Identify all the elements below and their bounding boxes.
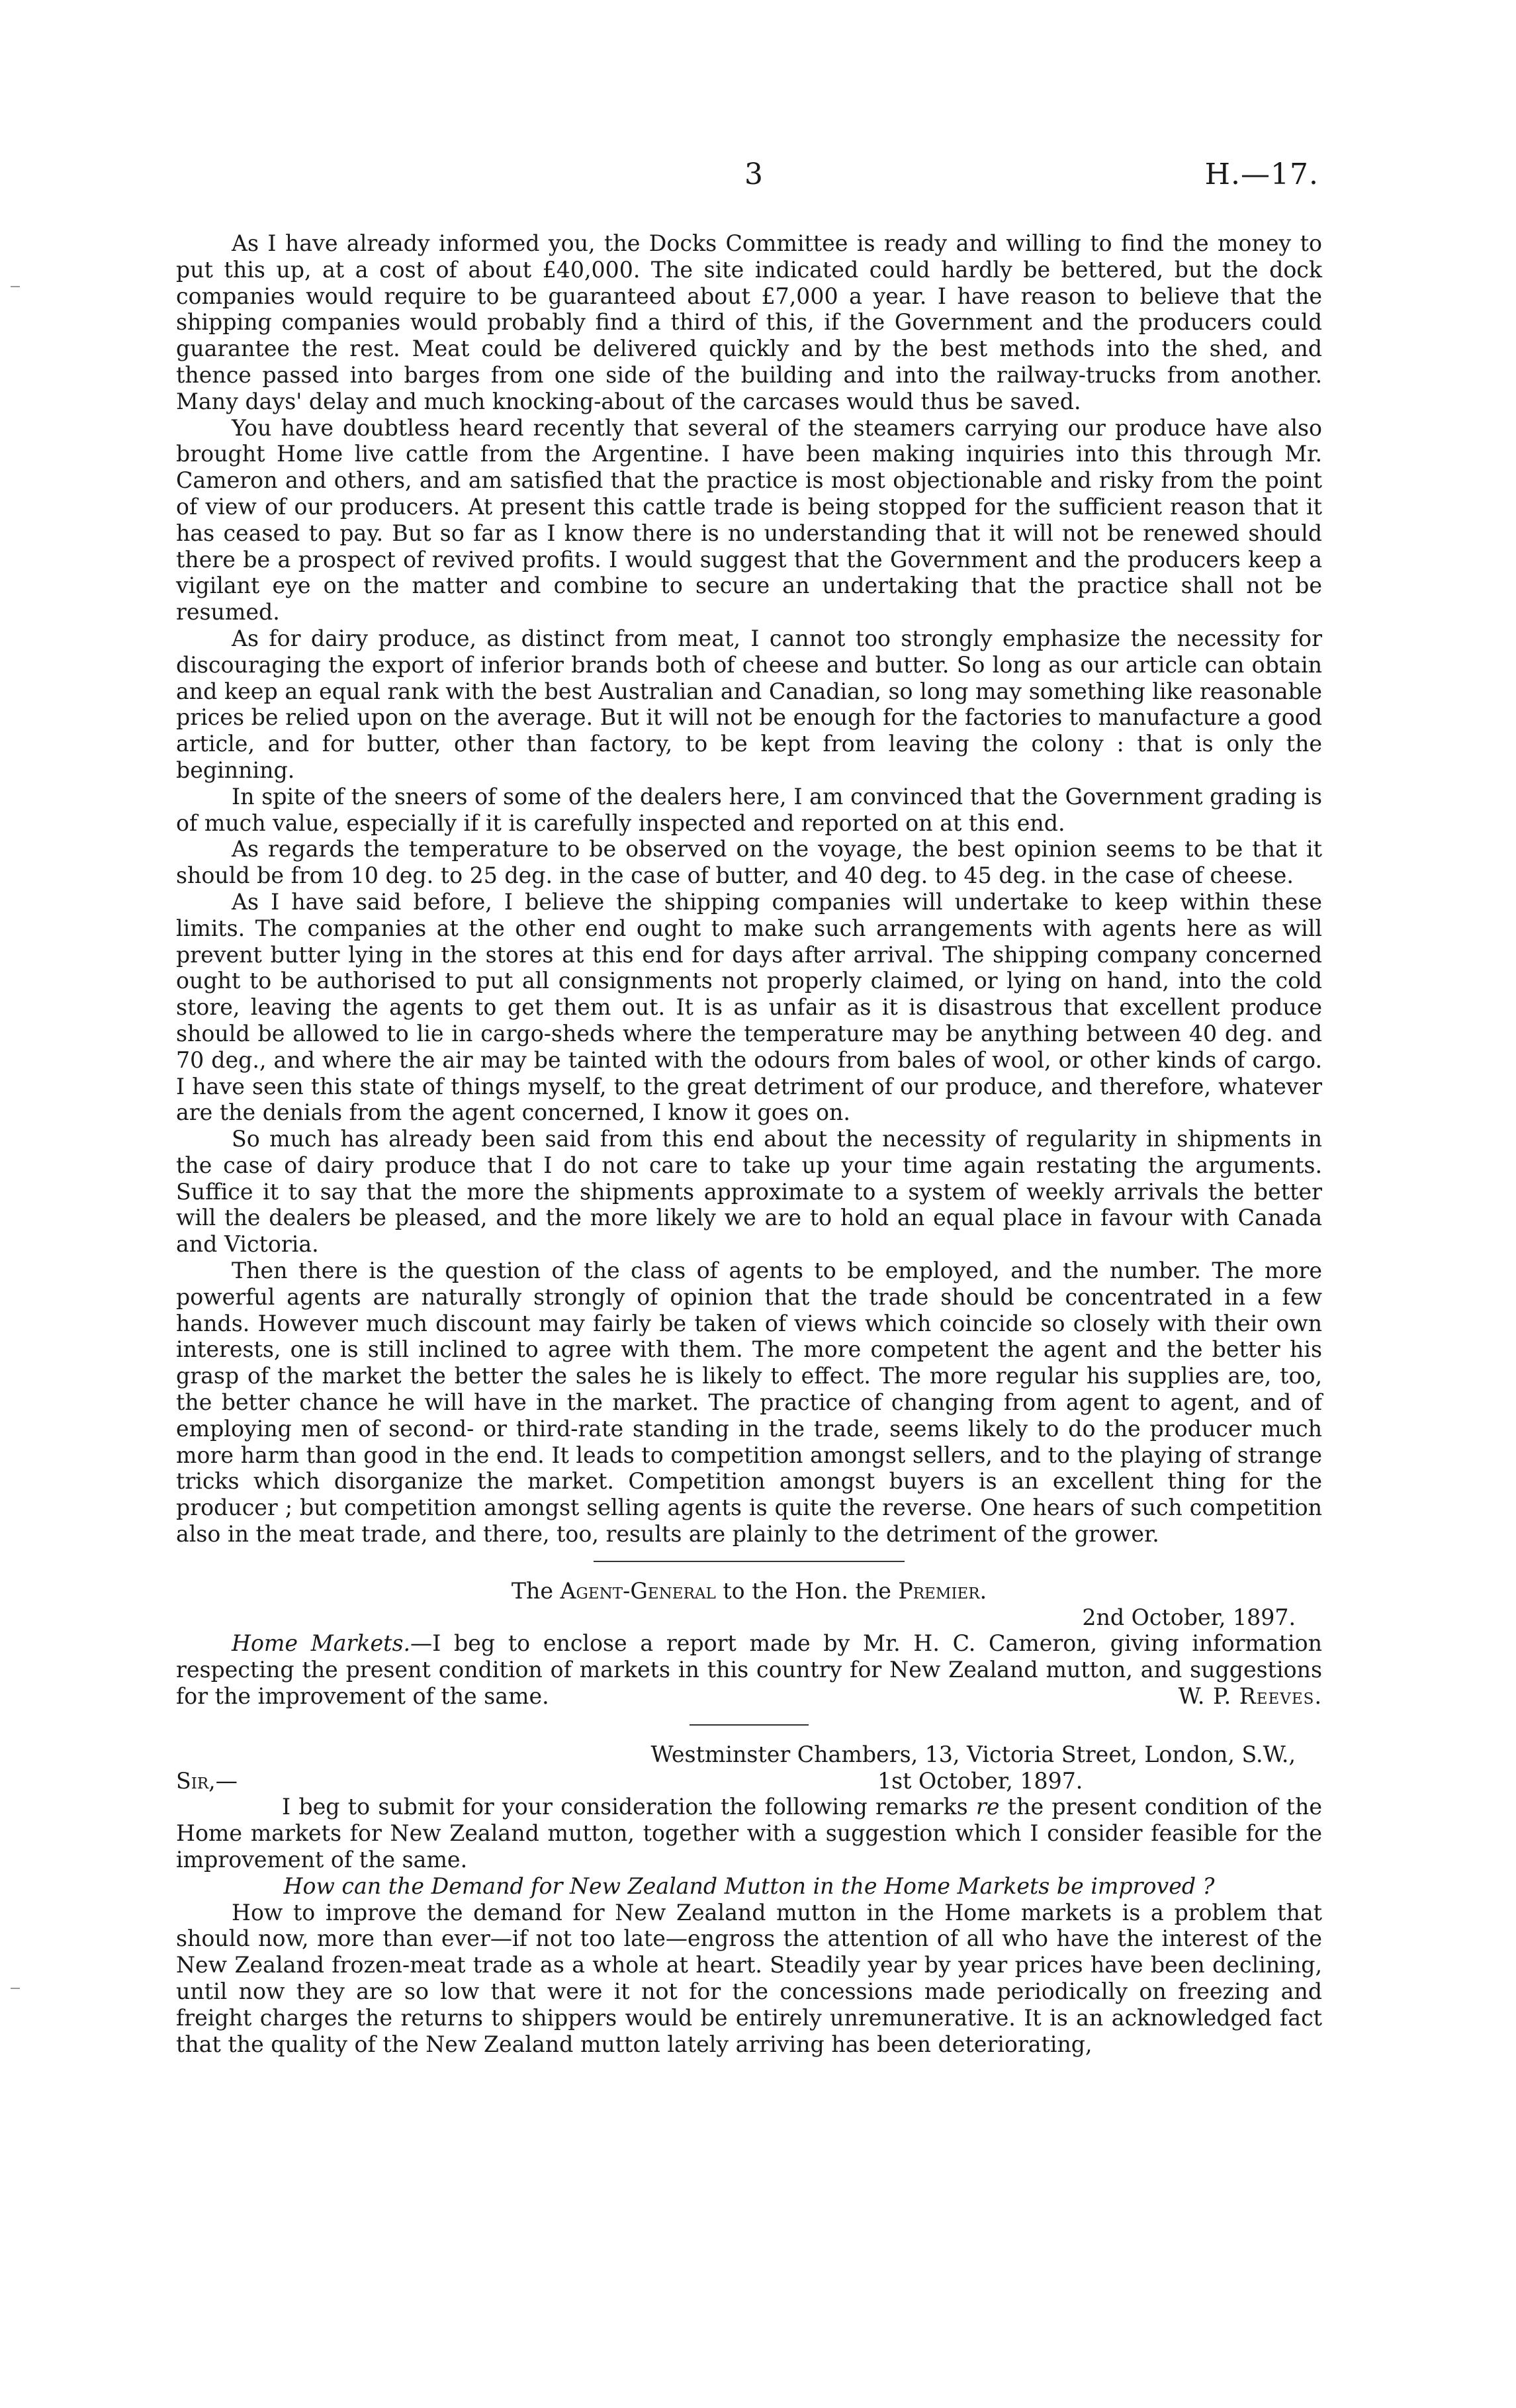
salutation: Sir,— (176, 1767, 238, 1794)
section-heading: How can the Demand for New Zealand Mutton in the Home Markets be improved ? (283, 1873, 1215, 1899)
paragraph: So much has already been said from this end about the necessity of regularity in shipments in the case of dairy produce that I do not care to take up your time again restating the arguments. Suffice it to say that the more the shipments approximate to a system of weekly arrivals the better will the dealers be pleased, and the more likely we are to hold an equal place in favour with Canada and Victoria. (176, 1126, 1322, 1258)
paragraph: In spite of the sneers of some of the dealers here, I am convinced that the Government grading is of much value, especially if it is carefully inspected and reported on at this end. (176, 783, 1322, 836)
letter-date: 2nd October, 1897. (1082, 1604, 1296, 1630)
heading-sender: Agent-General (560, 1577, 716, 1604)
paragraph: As I have said before, I believe the shipping companies will undertake to keep within these limits. The companies at the other end ought to make such arrangements with agents here as will prevent butter lying in the stores at this end for days after arrival. The shipping company concerned ought to be authorised to put all consignments not properly claimed, or lying on hand, into the cold store, leaving the agents to get them out. It is as unfair as it is disastrous that excellent produce should be allowed to lie in cargo-sheds where the temperature may be anything between 40 deg. and 70 deg., and where the air may be tainted with the odours from bales of wool, or other kinds of cargo. I have seen this state of things myself, to the great detriment of our produce, and therefore, whatever are the denials from the agent concerned, I know it goes on. (176, 888, 1322, 1126)
margin-mark (11, 286, 20, 287)
paragraph: As regards the temperature to be observed on the voyage, the best opinion seems to be that it should be from 10 deg. to 25 deg. in the case of butter, and 40 deg. to 45 deg. in the case of cheese. (176, 836, 1322, 889)
intro-re: re (975, 1794, 1000, 1820)
paragraph: How to improve the demand for New Zealand mutton in the Home markets is a problem that should now, more than ever—if not too late—engross the attention of all who have the interest of the New Zealand frozen-meat trade as a whole at heart. Steadily year by year prices have been declining, until now they are so low that were it not for the concessions made periodically on freezing and freight charges the returns to shippers would be entirely unremunerative. It is an acknowledged fact that the quality of the New Zealand mutton lately arriving has been deteriorating, (176, 1899, 1322, 2057)
heading-recipient: Premier (898, 1577, 980, 1604)
page-number: 3 (744, 158, 764, 191)
paragraph: Then there is the question of the class of agents to be employed, and the number. The more powerful agents are naturally strongly of opinion that the trade should be concentrated in a few hands. However much discount may fairly be taken of views which coincide so closely with their own interests, one is still inclined to agree with them. The more competent the agent and the better his grasp of the market the better the sales he is likely to effect. The more regular his supplies are, too, the better chance he will have in the market. The practice of changing from agent to agent, and of employing men of second- or third-rate standing in the trade, seems likely to do the producer much more harm than good in the end. It leads to competition amongst sellers, and to the playing of strange tricks which disorganize the market. Competition amongst buyers is an excellent thing for the producer ; but competition amongst selling agents is quite the reverse. One hears of such competition also in the meat trade, and there, too, results are plainly to the detriment of the grower. (176, 1258, 1322, 1548)
margin-mark (11, 1988, 20, 1989)
letter-heading (176, 1578, 1322, 1604)
paragraph: As I have already informed you, the Docks Committee is ready and willing to find the money to put this up, at a cost of about £40,000. The site indicated could hardly be bettered, but the dock companies would require to be guaranteed about £7,000 a year. I have reason to believe that the shipping companies would probably find a third of this, if the Government and the producers could guarantee the rest. Meat could be delivered quickly and by the best methods into the shed, and thence passed into barges from one side of the building and into the railway-trucks from another. Many days' delay and much knocking-about of the carcases would thus be saved. (176, 230, 1322, 414)
heading-suffix: . (979, 1577, 987, 1604)
body-text (176, 230, 1322, 2057)
sender-address: Westminster Chambers, 13, Victoria Street, London, S.W., (650, 1741, 1296, 1767)
heading-mid: to the Hon. the (715, 1577, 899, 1604)
document-reference: H.—17. (1204, 158, 1319, 191)
report-intro (176, 1794, 1322, 1873)
memo-text: —I beg to enclose a report made by Mr. H. C. Cameron, giving information respecting the present condition of markets in this country for New Zealand mutton, and suggestions for the improvement of the same. (176, 1630, 1322, 1710)
memo-subject: Home Markets. (232, 1630, 411, 1657)
section-divider (690, 1724, 809, 1726)
paragraph: You have doubtless heard recently that several of the steamers carrying our produce have also brought Home live cattle from the Argentine. I have been making inquiries into this through Mr. Cameron and others, and am satisfied that the practice is most objectionable and risky from the point of view of our producers. At present this cattle trade is being stopped for the sufficient reason that it has ceased to pay. But so far as I know there is no understanding that it will not be renewed should there be a prospect of revived profits. I would suggest that the Government and the producers keep a vigilant eye on the matter and combine to secure an undertaking that the practice shall not be resumed. (176, 414, 1322, 625)
signature: W. P. Reeves. (1178, 1683, 1322, 1710)
section-divider (594, 1561, 905, 1562)
page-header (0, 158, 1516, 204)
report-date: 1st October, 1897. (877, 1767, 1083, 1794)
letter-body (176, 1630, 1322, 1709)
heading-prefix: The (511, 1577, 560, 1604)
salutation-row (176, 1768, 1322, 1794)
intro-part-a: I beg to submit for your consideration the following remarks (282, 1794, 976, 1820)
intro-part-b: the present condition of the Home markets for New Zealand mutton, together with a suggestion which I consider feasible for the improvement of the same. (176, 1794, 1322, 1873)
paragraph: As for dairy produce, as distinct from meat, I cannot too strongly emphasize the necessity for discouraging the export of inferior brands both of cheese and butter. So long as our article can obtain and keep an equal rank with the best Australian and Canadian, so long may something like reasonable prices be relied upon on the average. But it will not be enough for the factories to manufacture a good article, and for butter, other than factory, to be kept from leaving the colony : that is only the beginning. (176, 625, 1322, 783)
